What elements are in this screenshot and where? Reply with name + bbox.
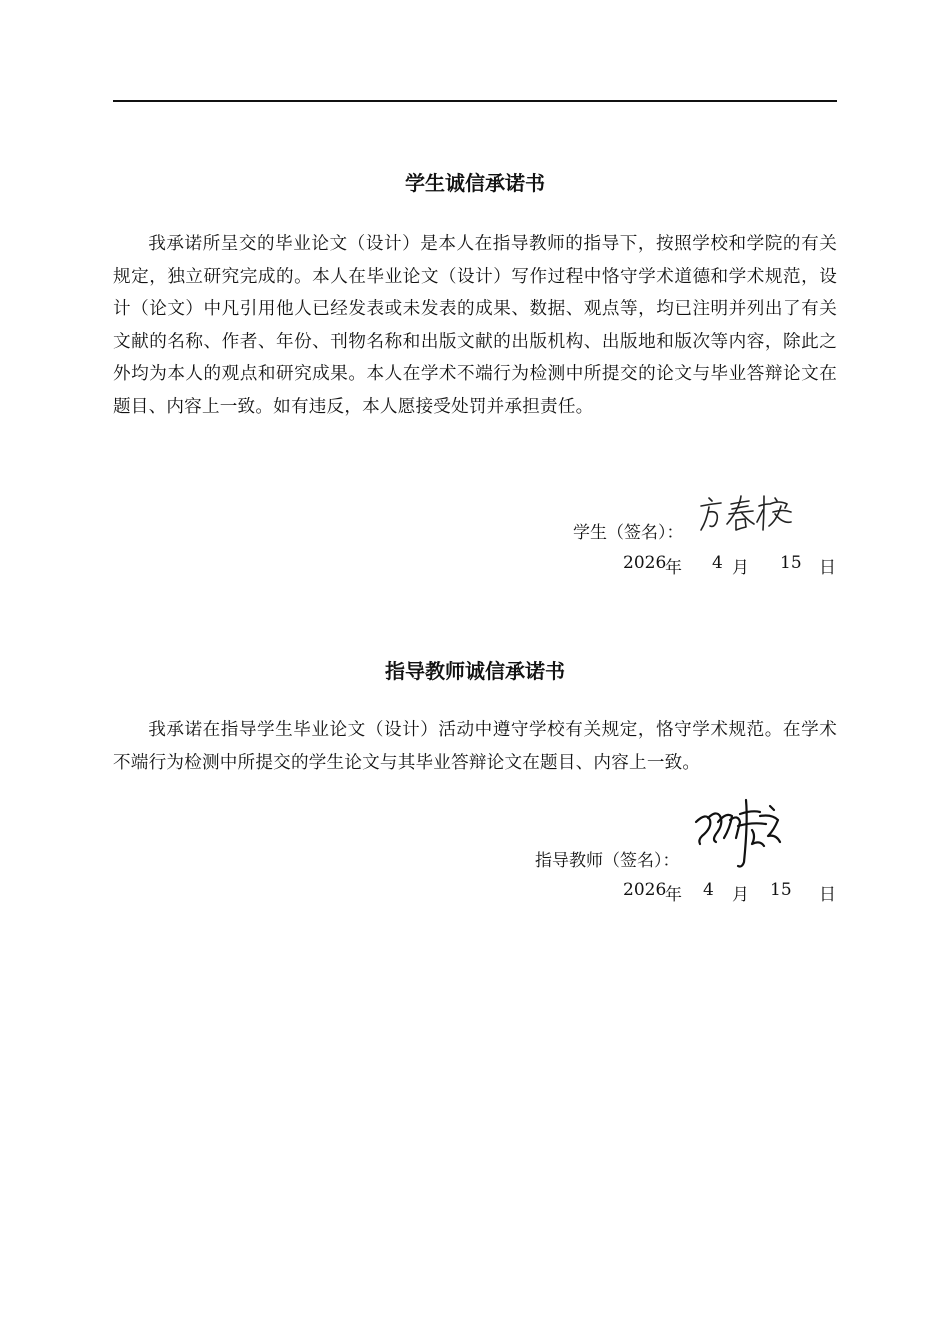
student-date-month-unit: 月 [732, 558, 749, 578]
teacher-pledge-body: 我承诺在指导学生毕业论文（设计）活动中遵守学校有关规定，恪守学术规范。在学术不端行为检测中所提交的学生论文与其毕业答辩论文在题目、内容上一致。 [113, 720, 837, 773]
teacher-date-year-unit: 年 [665, 885, 682, 905]
student-date-day-unit: 日 [819, 558, 836, 578]
teacher-date-year: 2026 [623, 880, 667, 900]
teacher-date-day: 15 [770, 880, 792, 900]
student-signature-icon [697, 490, 797, 536]
student-date-year: 2026 [623, 553, 667, 573]
teacher-signature-icon [690, 792, 790, 872]
header-rule [113, 100, 837, 102]
teacher-signature-label: 指导教师（签名）： [535, 851, 680, 871]
teacher-pledge-title: 指导教师诚信承诺书 [385, 659, 565, 683]
teacher-date-month-unit: 月 [732, 885, 749, 905]
student-date-year-unit: 年 [665, 558, 682, 578]
student-date-day: 15 [780, 553, 802, 573]
student-signature-label: 学生（签名）： [573, 523, 684, 543]
student-date-month: 4 [712, 553, 723, 573]
student-pledge-title: 学生诚信承诺书 [405, 171, 545, 195]
student-pledge-body: 我承诺所呈交的毕业论文（设计）是本人在指导教师的指导下，按照学校和学院的有关规定，独立研究完成的。本人在毕业论文（设计）写作过程中恪守学术道德和学术规范，设计（论文）中凡引用他人已经发表或未发表的成果、数据、观点等，均已注明并列出了有关文献的名称、作者、年份、刊物名称和出版文献的出版机构、出版地和版次等内容，除此之外均为本人的观点和研究成果。本人在学术不端行为检测中所提交的论文与毕业答辩论文在题目、内容上一致。如有违反，本人愿接受处罚并承担责任。 [113, 234, 837, 417]
teacher-date-month: 4 [703, 880, 714, 900]
teacher-date-day-unit: 日 [819, 885, 836, 905]
